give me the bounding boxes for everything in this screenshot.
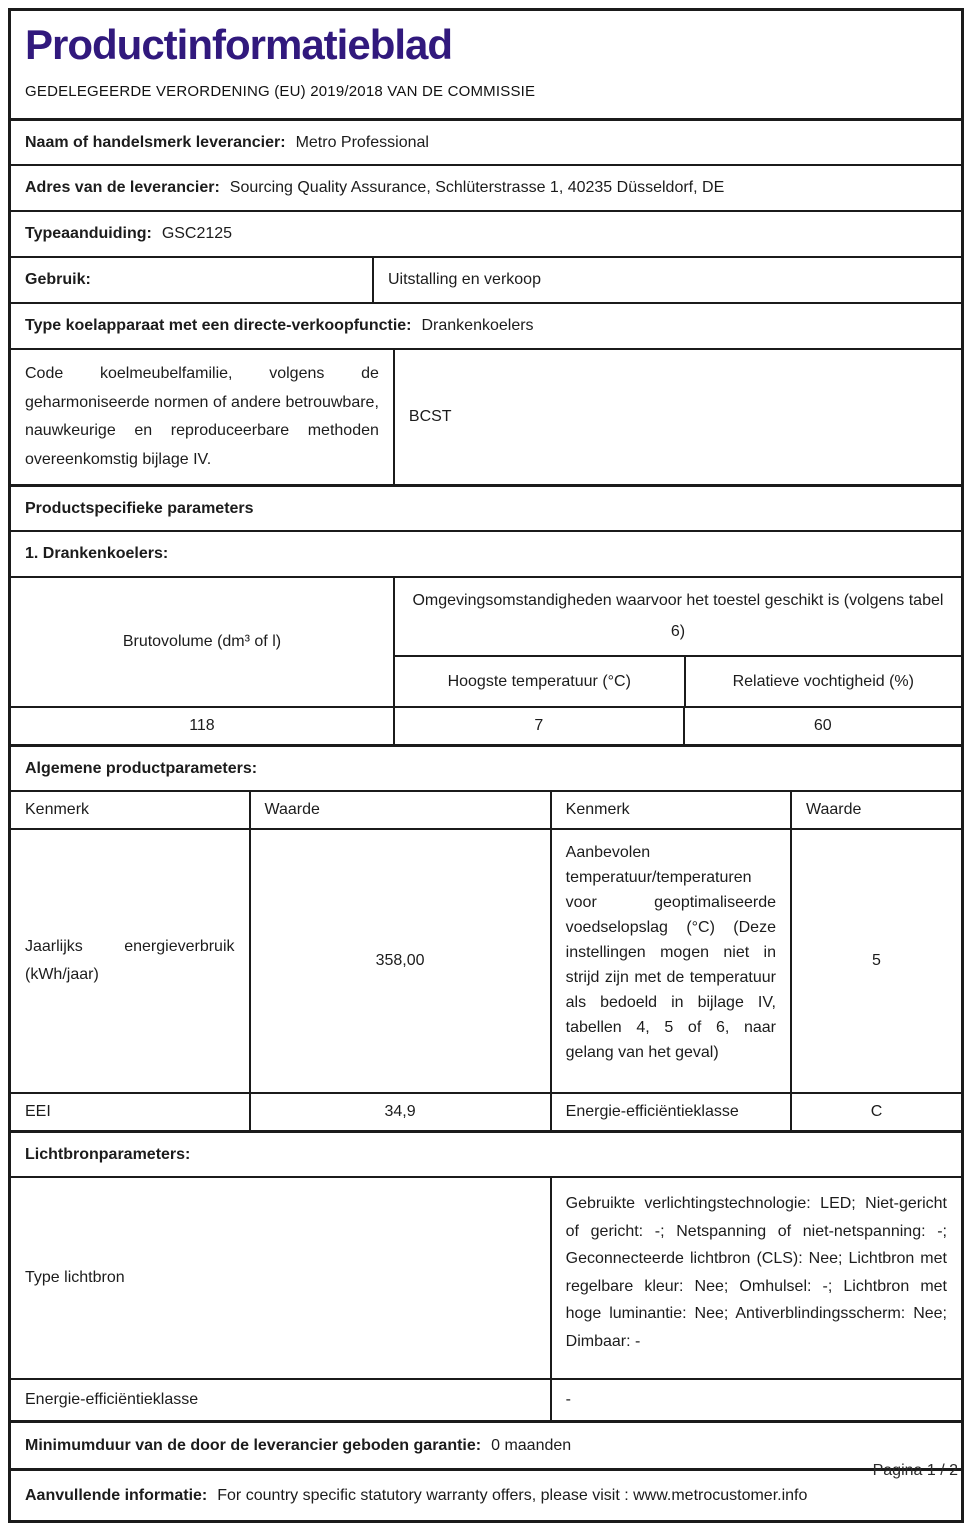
section-beverage-coolers (11, 530, 961, 576)
additional-info-label: Aanvullende informatie: (25, 1486, 208, 1504)
annual-energy-label: Jaarlijks energieverbruik (kWh/jaar) (25, 937, 235, 984)
page-number: Pagina 1 / 2 (872, 1462, 958, 1479)
light-table-row-class (11, 1378, 961, 1420)
title-block (11, 11, 961, 118)
warranty-value: 0 maanden (491, 1436, 572, 1454)
section-product-specific (11, 484, 961, 530)
eei-value: 34,9 (384, 1103, 416, 1121)
family-code-label: Code koelmeubelfamilie, volgens de geharmoniseerde normen of andere betrouwbare, nauwkeurige en reproduceerbare methoden overeenkomstig bijlage IV. (25, 364, 379, 469)
model-value: GSC2125 (161, 225, 233, 243)
supplier-address-value: Sourcing Quality Assurance, Schlüterstrasse 1, 40235 Düsseldorf, DE (229, 179, 725, 197)
general-parameters-heading: Algemene productparameters: (25, 759, 258, 777)
product-specific-heading: Productspecifieke parameters (25, 499, 254, 517)
recommended-temp-value: 5 (872, 952, 881, 970)
section-light-source (11, 1130, 961, 1176)
gross-volume-header: Brutovolume (dm³ of l) (122, 633, 282, 651)
light-source-heading: Lichtbronparameters: (25, 1145, 191, 1163)
light-energy-class-label: Energie-efficiëntieklasse (25, 1391, 199, 1409)
energy-class-value: C (870, 1103, 883, 1121)
supplier-name-label: Naam of handelsmerk leverancier: (25, 133, 286, 151)
row-model-identifier (11, 210, 961, 256)
col-header-kenmerk-2: Kenmerk (565, 801, 630, 819)
row-supplier-address (11, 164, 961, 210)
annual-energy-value: 358,00 (375, 952, 425, 970)
appliance-type-value: Drankenkoelers (421, 317, 534, 335)
use-label: Gebruik: (25, 271, 91, 289)
family-code-value: BCST (408, 408, 452, 426)
gross-volume-value: 118 (189, 717, 215, 735)
row-appliance-type (11, 302, 961, 348)
row-supplier-name (11, 118, 961, 164)
light-energy-class-value: - (565, 1391, 571, 1409)
page-title: Productinformatieblad (25, 21, 453, 68)
max-temperature-value: 7 (534, 717, 544, 735)
col-header-waarde-2: Waarde (805, 801, 862, 819)
humidity-value: 60 (813, 717, 832, 735)
row-additional-info (11, 1468, 961, 1520)
supplier-name-value: Metro Professional (295, 133, 429, 151)
section-general-parameters (11, 744, 961, 790)
regulation-subtitle: GEDELEGEERDE VERORDENING (EU) 2019/2018 VAN DE COMMISSIE (25, 83, 536, 101)
row-use (11, 256, 961, 302)
recommended-temp-label: Aanbevolen temperatuur/temperaturen voor geoptimaliseerde voedselopslag (°C) (Deze instellingen mogen niet in strijd zijn met de temperatuur als bedoeld in bijlage IV, tabellen 4, 5 of 6, naar gelang van het geval) (565, 844, 776, 1061)
warranty-label: Minimumduur van de door de leverancier geboden garantie: (25, 1436, 482, 1454)
row-warranty (11, 1420, 961, 1468)
ambient-conditions-header: Omgevingsomstandigheden waarvoor het toestel geschikt is (volgens tabel 6) (412, 592, 944, 640)
use-value: Uitstalling en verkoop (388, 271, 541, 289)
beverage-coolers-heading: 1. Drankenkoelers: (25, 545, 169, 563)
col-header-kenmerk-1: Kenmerk (25, 801, 90, 819)
eei-label: EEI (25, 1103, 51, 1121)
light-type-label: Type lichtbron (25, 1269, 125, 1287)
humidity-header: Relatieve vochtigheid (%) (732, 672, 914, 690)
row-family-code (11, 348, 961, 484)
volume-table-header (11, 576, 961, 706)
general-table-row-eei (11, 1092, 961, 1130)
appliance-type-label: Type koelapparaat met een directe-verkoopfunctie: (25, 317, 412, 335)
general-table-header (11, 790, 961, 828)
supplier-address-label: Adres van de leverancier: (25, 179, 220, 197)
volume-table-values (11, 706, 961, 744)
additional-info-value: For country specific statutory warranty offers, please visit : www.metrocustomer.info (217, 1486, 808, 1504)
light-type-value: Gebruikte verlichtingstechnologie: LED; Niet-gericht of gericht: -; Netspanning of niet-netspanning: -; Geconnecteerde lichtbron (CLS): Nee; Lichtbron met regelbare kleur: Nee; Omhulsel: -; Lichtbron met hoge luminantie: Nee; Antiverblindingsscherm: Nee; Dimbaar: - (565, 1195, 947, 1350)
general-table-row-energy (11, 828, 961, 1092)
product-information-sheet (8, 8, 964, 1523)
max-temperature-header: Hoogste temperatuur (°C) (447, 672, 631, 690)
light-table-row-type (11, 1176, 961, 1378)
model-label: Typeaanduiding: (25, 225, 152, 243)
energy-class-label: Energie-efficiëntieklasse (565, 1103, 739, 1121)
col-header-waarde-1: Waarde (264, 801, 320, 819)
